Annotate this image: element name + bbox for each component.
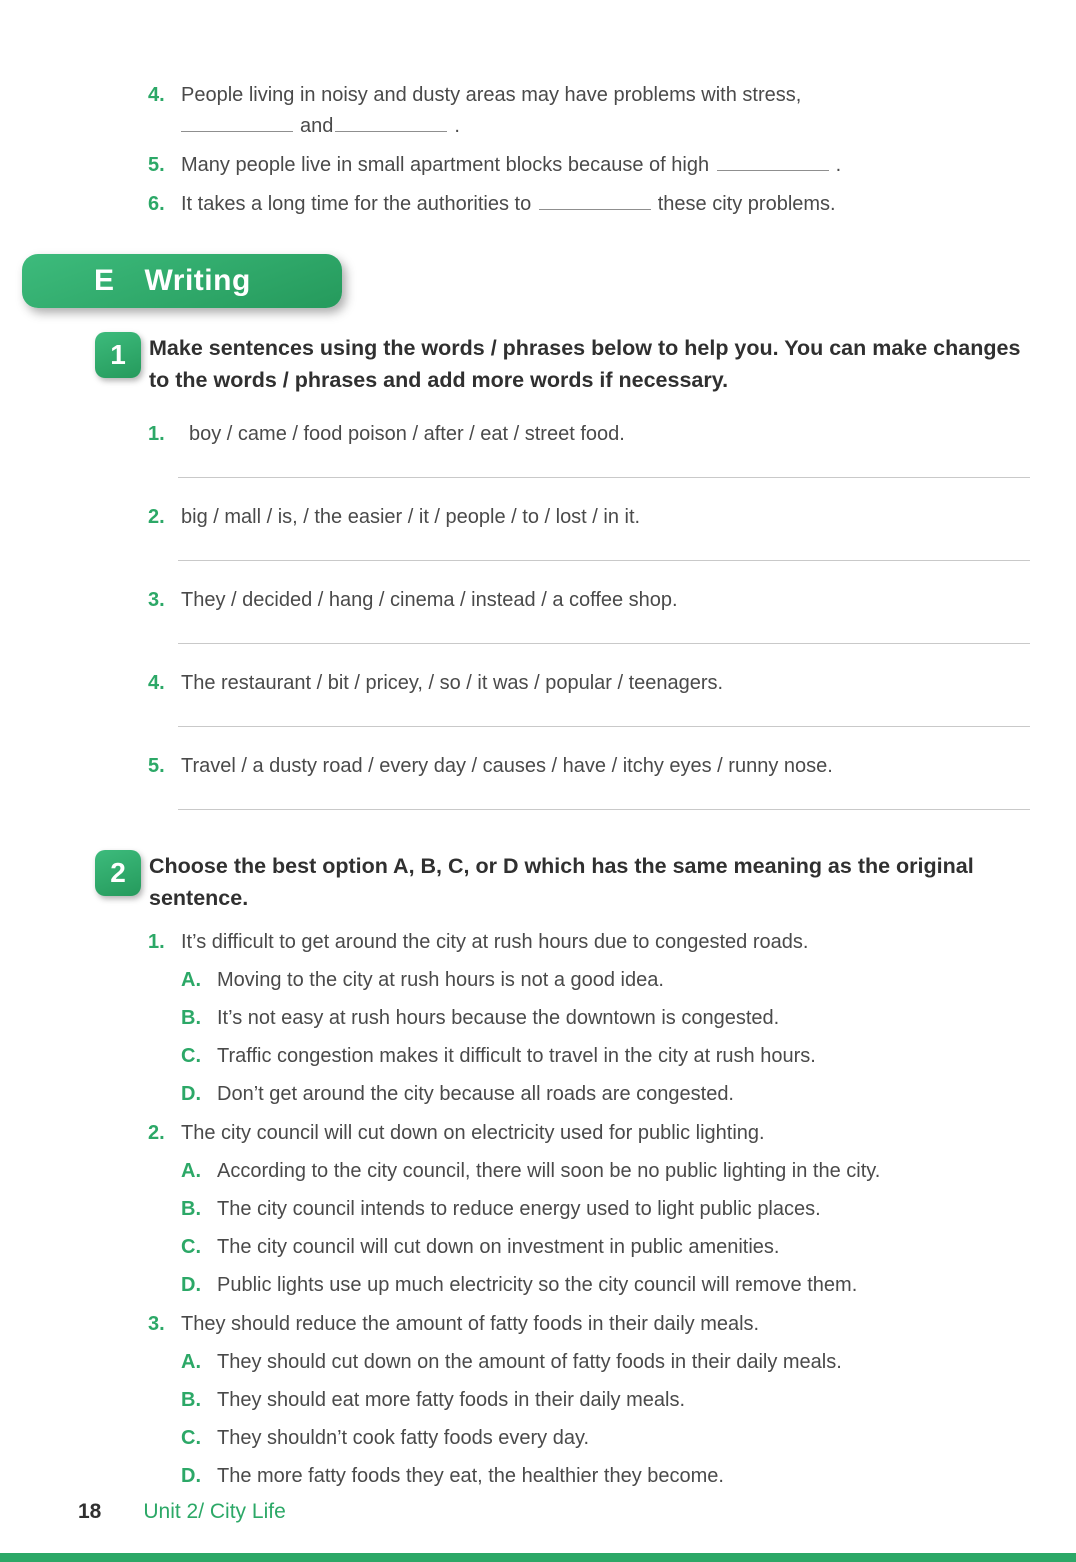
item-text: The restaurant / bit / pricey, / so / it was / popular / teenagers. [181,671,724,694]
unit-title: Unit 2/ City Life [143,1500,286,1523]
writing-item-1 [148,419,1032,449]
option-label: A. [181,1351,201,1373]
item-number: 6. [148,193,165,215]
item-number: 1. [148,422,165,445]
option-a [181,966,1032,995]
option-c [181,1424,1032,1453]
item-text-line1: People living in noisy and dusty areas may have problems with stress, [181,84,802,106]
answer-line [178,560,1030,561]
item-text: They / decided / hang / cinema / instead / a coffee shop. [181,588,678,611]
fill-item-6 [148,189,1032,220]
option-text: Moving to the city at rush hours is not a good idea. [217,969,664,991]
option-b [181,1004,1032,1033]
exercise1-header [95,332,1032,397]
item-text-pre: Many people live in small apartment blocks because of high [181,154,710,176]
option-text: The city council will cut down on investment in public amenities. [217,1236,780,1258]
item-text-end: . [454,115,460,137]
option-d [181,1271,1032,1300]
option-text: The more fatty foods they eat, the healthier they become. [217,1465,724,1487]
section-letter: E [94,264,115,297]
option-text: Traffic congestion makes it difficult to travel in the city at rush hours. [217,1045,816,1067]
section-title: Writing [144,264,251,297]
item-text [181,189,1032,220]
blank-line [335,113,447,132]
exercise1-number-badge: 1 [95,332,141,378]
question-number: 1. [148,931,165,953]
option-label: C. [181,1427,201,1449]
option-label: C. [181,1236,201,1258]
option-text: Public lights use up much electricity so the city council will remove them. [217,1274,858,1296]
fill-item-5 [148,150,1032,181]
option-label: A. [181,969,201,991]
option-label: B. [181,1389,201,1411]
option-d [181,1462,1032,1491]
item-text: boy / came / food poison / after / eat / street food. [189,422,625,445]
question-text: It’s difficult to get around the city at rush hours due to congested roads. [181,931,809,953]
item-text-mid: and [300,115,334,137]
page-number: 18 [78,1500,102,1523]
option-text: They should eat more fatty foods in their daily meals. [217,1389,686,1411]
item-number: 2. [148,505,165,528]
page-footer [78,1500,286,1524]
option-text: According to the city council, there will soon be no public lighting in the city. [217,1160,881,1182]
item-number: 4. [148,671,165,694]
option-text: The city council intends to reduce energy used to light public places. [217,1198,821,1220]
option-d [181,1080,1032,1109]
option-label: D. [181,1083,201,1105]
option-label: B. [181,1198,201,1220]
exercise2-questions [148,928,1032,1491]
blank-line [181,113,293,132]
option-c [181,1042,1032,1071]
option-text: It’s not easy at rush hours because the downtown is congested. [217,1007,780,1029]
option-text: They shouldn’t cook fatty foods every day. [217,1427,590,1449]
answer-line [178,477,1030,478]
item-number: 5. [148,754,165,777]
item-text-end: these city problems. [657,193,836,215]
answer-line [178,809,1030,810]
item-text: big / mall / is, / the easier / it / people / to / lost / in it. [181,505,641,528]
option-c [181,1233,1032,1262]
writing-item-4 [148,668,1032,698]
question-number: 3. [148,1313,165,1335]
item-number: 4. [148,84,165,106]
option-text: They should cut down on the amount of fatty foods in their daily meals. [217,1351,842,1373]
option-b [181,1195,1032,1224]
exercise2-instruction: Choose the best option A, B, C, or D which has the same meaning as the original sentence. [149,853,974,910]
exercise1-instruction: Make sentences using the words / phrases below to help you. You can make changes to the words / phrases and add more words if necessary. [149,336,1021,393]
blank-line [539,191,651,210]
question-stem [148,1310,1032,1339]
option-b [181,1386,1032,1415]
blank-line [717,152,829,171]
question-stem [148,1119,1032,1148]
item-text [181,80,1032,142]
option-a [181,1157,1032,1186]
question-2 [148,1119,1032,1300]
item-number: 5. [148,154,165,176]
item-text: Travel / a dusty road / every day / causes / have / itchy eyes / runny nose. [181,754,833,777]
question-1 [148,928,1032,1109]
question-number: 2. [148,1122,165,1144]
option-a [181,1348,1032,1377]
question-3 [148,1310,1032,1491]
exercise2-header [95,850,1032,915]
option-label: D. [181,1465,201,1487]
writing-item-5 [148,751,1032,781]
question-text: The city council will cut down on electricity used for public lighting. [181,1122,765,1144]
option-label: A. [181,1160,201,1182]
answer-line [178,643,1030,644]
exercise2-number-badge: 2 [95,850,141,896]
option-label: C. [181,1045,201,1067]
writing-item-3 [148,585,1032,615]
item-text-pre: It takes a long time for the authorities to [181,193,532,215]
question-text: They should reduce the amount of fatty foods in their daily meals. [181,1313,760,1335]
item-number: 3. [148,588,165,611]
writing-item-2 [148,502,1032,532]
option-text: Don’t get around the city because all roads are congested. [217,1083,734,1105]
option-label: D. [181,1274,201,1296]
fill-item-4 [148,80,1032,142]
item-text [181,150,1032,181]
bottom-accent-bar [0,1553,1076,1562]
question-stem [148,928,1032,957]
item-text-end: . [835,154,842,176]
section-banner-writing [22,254,342,308]
answer-line [178,726,1030,727]
option-label: B. [181,1007,201,1029]
